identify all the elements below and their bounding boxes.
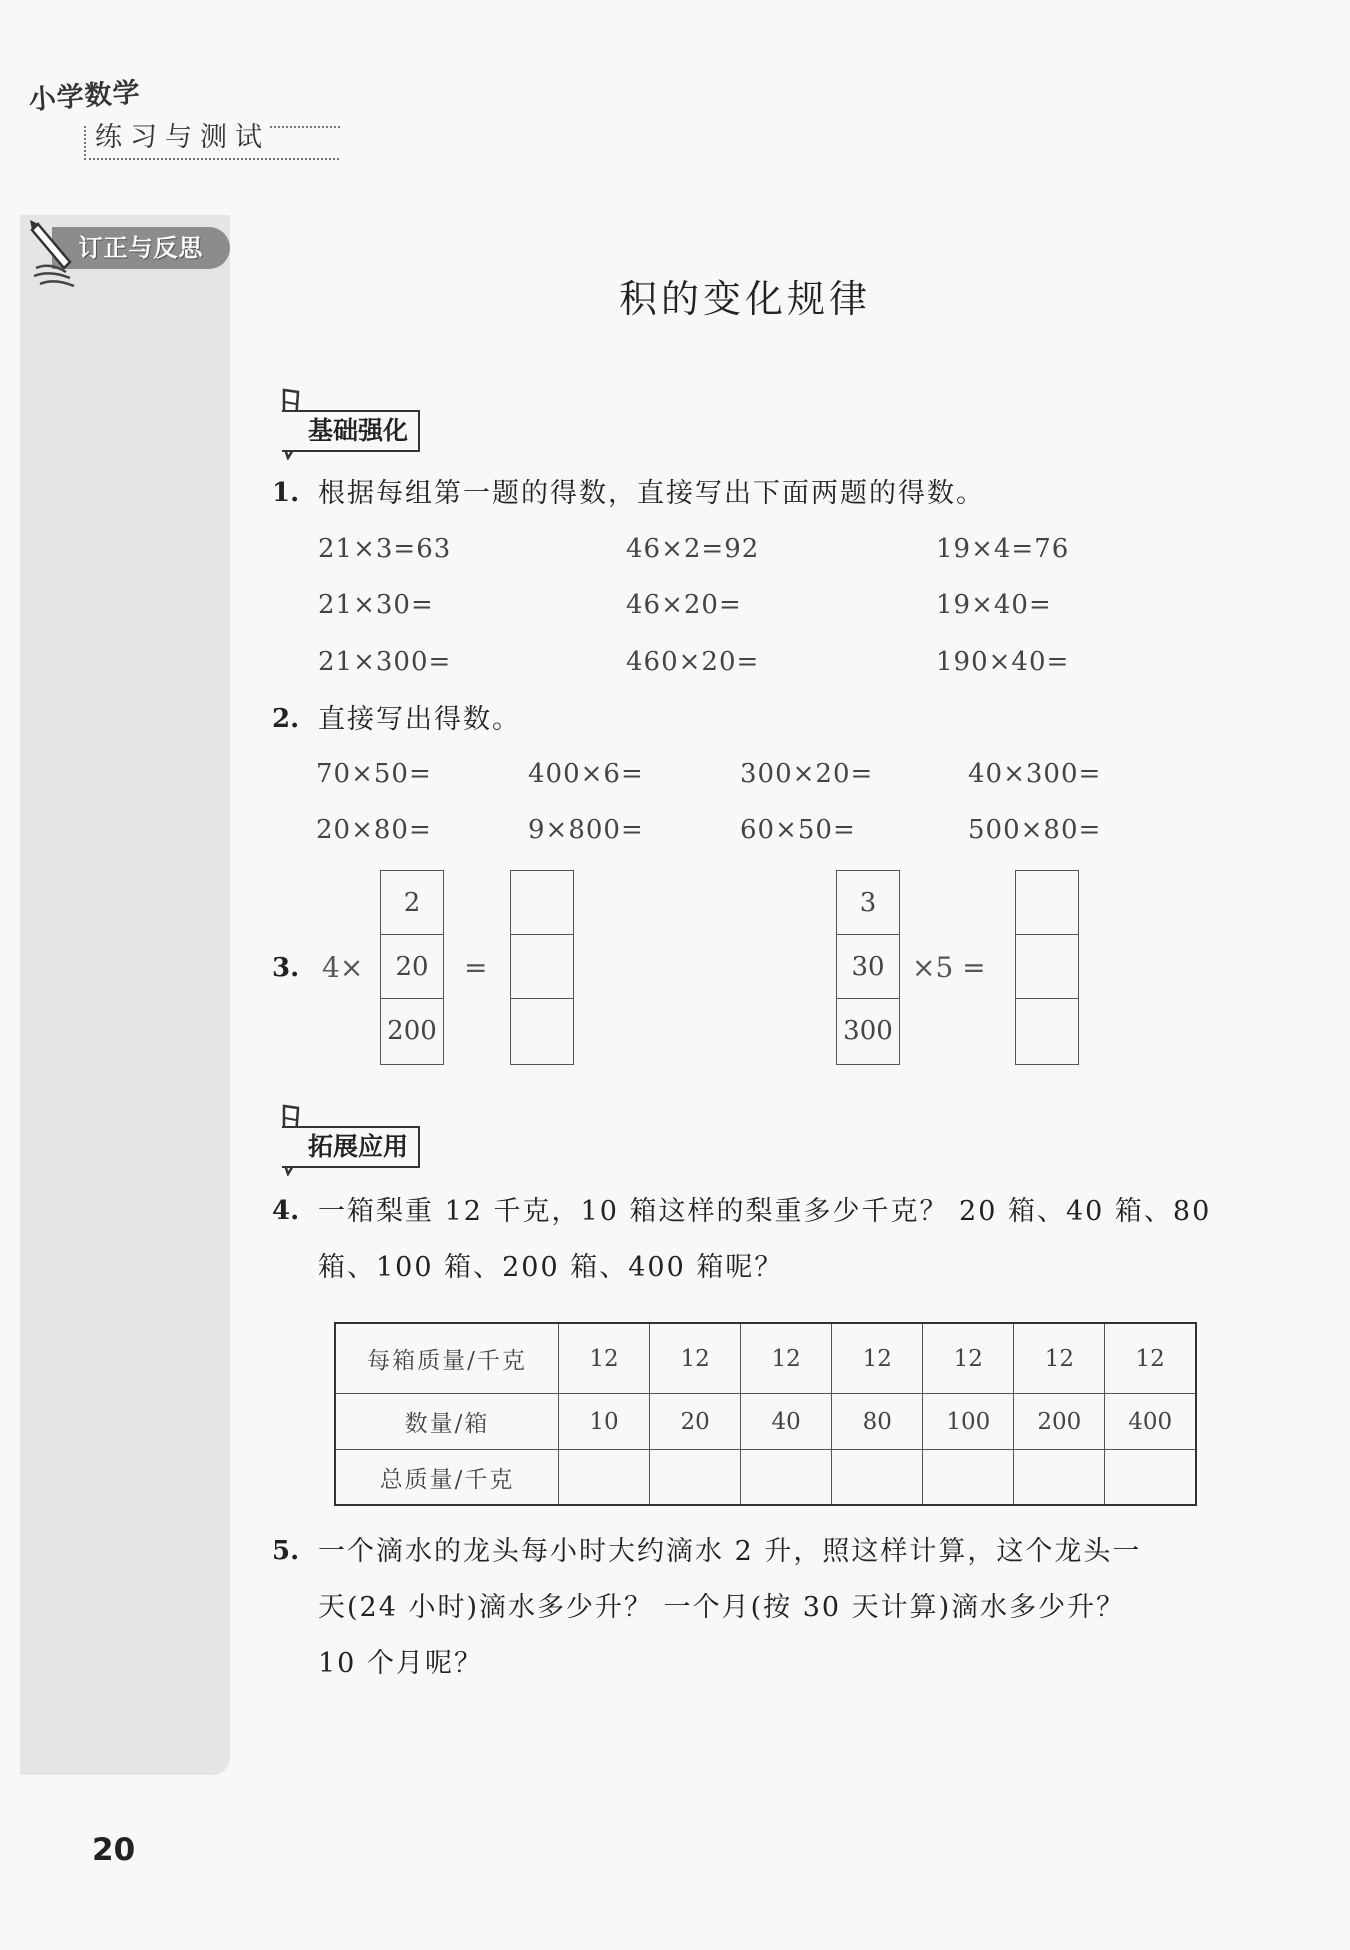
- table-cell: 40: [741, 1394, 832, 1450]
- expression: 21×300=: [318, 647, 452, 677]
- table-cell: 12: [923, 1323, 1014, 1394]
- table-cell: 12: [832, 1323, 923, 1394]
- expression: 19×4=76: [936, 534, 1070, 564]
- question-number: 4.: [272, 1196, 300, 1226]
- table-row: [335, 1450, 1196, 1506]
- brand-title-top: 小学数学: [27, 77, 142, 117]
- correction-sidebar: [20, 215, 230, 1775]
- equals-sign: =: [464, 951, 488, 984]
- answer-cell[interactable]: [832, 1450, 923, 1506]
- brand-dotted-line: [270, 126, 340, 128]
- question-text-line: 箱、100 箱、200 箱、400 箱呢？: [318, 1252, 784, 1283]
- factor-cell: 20: [381, 935, 443, 999]
- table-cell: 20: [650, 1394, 741, 1450]
- expression: 70×50=: [316, 759, 432, 789]
- expression: 500×80=: [968, 815, 1102, 845]
- expression: 9×800=: [528, 815, 644, 845]
- answer-cell[interactable]: [1016, 935, 1078, 999]
- table-cell: 12: [741, 1323, 832, 1394]
- data-table: [334, 1322, 1197, 1506]
- answer-cell[interactable]: [1016, 999, 1078, 1063]
- factor-cell: 2: [381, 871, 443, 935]
- multiplier-suffix: ×5 =: [912, 951, 986, 984]
- expression: 60×50=: [740, 815, 856, 845]
- expression: 460×20=: [626, 647, 760, 677]
- question-number: 2.: [272, 704, 300, 734]
- table-row: [335, 1394, 1196, 1450]
- question-number: 3.: [272, 953, 300, 983]
- answer-cell[interactable]: [1014, 1450, 1105, 1506]
- section-label-extended: 拓展应用: [282, 1126, 420, 1168]
- question-number: 5.: [272, 1536, 300, 1566]
- multiplier-prefix: 4×: [322, 951, 364, 984]
- answer-cell[interactable]: [923, 1450, 1014, 1506]
- answer-cell[interactable]: [511, 935, 573, 999]
- table-cell: 400: [1105, 1394, 1196, 1450]
- expression: 21×30=: [318, 590, 434, 620]
- question-number: 1.: [272, 478, 300, 508]
- expression: 46×2=92: [626, 534, 760, 564]
- table-cell: 100: [923, 1394, 1014, 1450]
- table-cell: 12: [559, 1323, 650, 1394]
- table-cell: 12: [1105, 1323, 1196, 1394]
- factor-cell: 200: [387, 1016, 437, 1046]
- expression: 190×40=: [936, 647, 1070, 677]
- answer-cell[interactable]: [650, 1450, 741, 1506]
- answer-cell[interactable]: [1016, 871, 1078, 935]
- factor-cell: 300: [843, 1016, 893, 1046]
- table-cell: 80: [832, 1394, 923, 1450]
- page-title: 积的变化规律: [618, 277, 871, 321]
- answer-cell[interactable]: [511, 871, 573, 935]
- factor-column-left: [380, 870, 444, 1065]
- table-cell: 12: [650, 1323, 741, 1394]
- section-label-basic: 基础强化: [282, 410, 420, 452]
- answer-cell[interactable]: [559, 1450, 650, 1506]
- row-header: 数量/箱: [335, 1394, 559, 1450]
- brand-title-bottom: 练习与测试: [95, 122, 270, 153]
- question-text: 直接写出得数。: [318, 704, 521, 735]
- question-text-line: 天(24 小时)滴水多少升？ 一个月(按 30 天计算)滴水多少升？: [318, 1592, 1126, 1623]
- expression: 21×3=63: [318, 534, 452, 564]
- answer-cell[interactable]: [511, 999, 573, 1063]
- factor-cell: 3: [837, 871, 899, 935]
- answer-cell[interactable]: [1105, 1450, 1196, 1506]
- expression: 40×300=: [968, 759, 1102, 789]
- page-number: 20: [92, 1832, 136, 1868]
- factor-cell: 30: [837, 935, 899, 999]
- row-header: 每箱质量/千克: [335, 1323, 559, 1394]
- sidebar-tag: 订正与反思: [52, 227, 230, 269]
- table-cell: 12: [1014, 1323, 1105, 1394]
- expression: 20×80=: [316, 815, 432, 845]
- expression: 400×6=: [528, 759, 644, 789]
- question-text: 根据每组第一题的得数，直接写出下面两题的得数。: [318, 478, 985, 509]
- factor-column-right: [836, 870, 900, 1065]
- table-row: [335, 1323, 1196, 1394]
- question-text-line: 10 个月呢？: [318, 1648, 483, 1679]
- answer-cell[interactable]: [741, 1450, 832, 1506]
- row-header: 总质量/千克: [335, 1450, 559, 1506]
- table-cell: 200: [1014, 1394, 1105, 1450]
- table-cell: 10: [559, 1394, 650, 1450]
- question-text-line: 一箱梨重 12 千克，10 箱这样的梨重多少千克？ 20 箱、40 箱、80: [318, 1196, 1212, 1227]
- answer-column-right: [1015, 870, 1079, 1065]
- question-text-line: 一个滴水的龙头每小时大约滴水 2 升，照这样计算，这个龙头一: [318, 1536, 1142, 1567]
- expression: 46×20=: [626, 590, 742, 620]
- expression: 19×40=: [936, 590, 1052, 620]
- expression: 300×20=: [740, 759, 874, 789]
- answer-column-left: [510, 870, 574, 1065]
